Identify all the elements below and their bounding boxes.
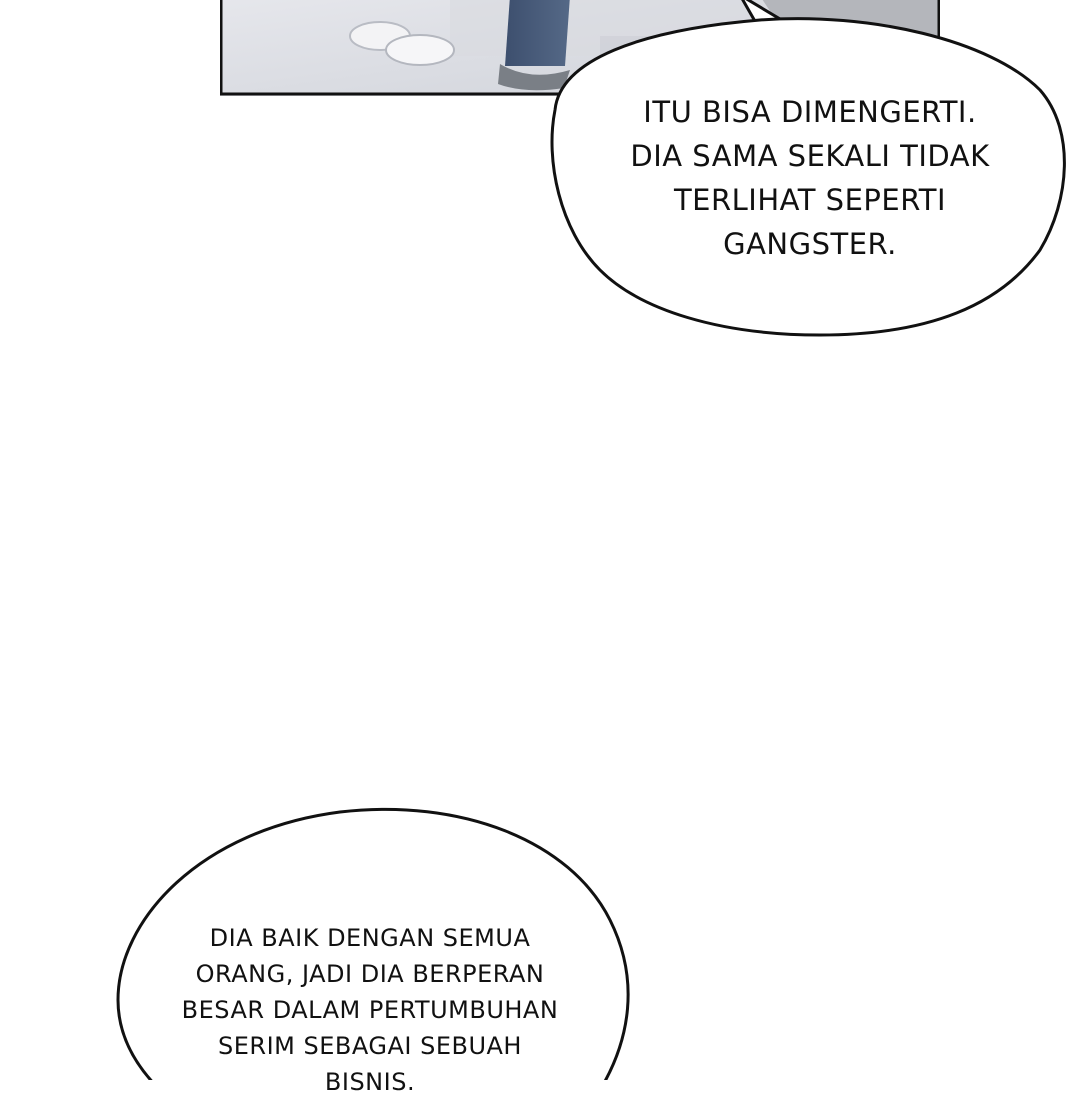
speech-line: ITU BISA DIMENGERTI. xyxy=(643,95,977,129)
speech-line: DIA SAMA SEKALI TIDAK xyxy=(630,139,990,173)
speech-bubble-2-text xyxy=(130,920,610,1100)
speech-line: GANGSTER. xyxy=(723,227,897,261)
speech-line: TERLIHAT SEPERTI xyxy=(673,183,947,217)
speech-line: BISNIS. xyxy=(324,1068,416,1096)
speech-line: BESAR DALAM PERTUMBUHAN xyxy=(181,996,559,1024)
speech-line: ORANG, JADI DIA BERPERAN xyxy=(195,960,545,988)
speech-bubble-1-text xyxy=(560,90,1060,266)
speech-line: SERIM SEBAGAI SEBUAH xyxy=(218,1032,522,1060)
speech-line: DIA BAIK DENGAN SEMUA xyxy=(209,924,531,952)
